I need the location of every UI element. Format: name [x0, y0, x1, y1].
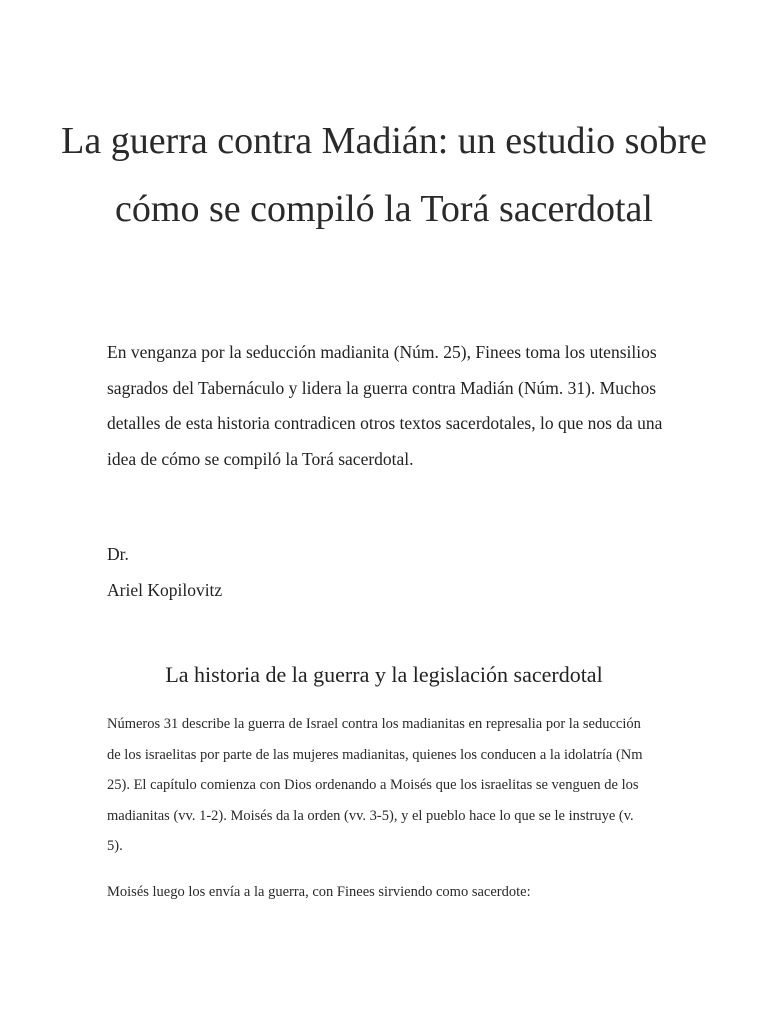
document-title: La guerra contra Madián: un estudio sobre cómo se compiló la Torá sacerdotal — [61, 120, 707, 230]
body-paragraph-1: Números 31 describe la guerra de Israel contra los madianitas en represalia por la seducción de los israelitas por parte de las mujeres madianitas, quienes los conducen a la idolatría (Nm 25). El capítulo comienza con Dios ordenando a Moisés que los israelitas se venguen de los madianitas (vv. 1-2). Moisés da la orden (vv. 3-5), y el pueblo hace lo que se le instruye (v. 5). — [107, 716, 643, 855]
abstract-paragraph: En venganza por la seducción madianita (Núm. 25), Finees toma los utensilios sagrados del Tabernáculo y lidera la guerra contra Madián (Núm. 31). Muchos detalles de esta historia contradicen otros textos sacerdotales, lo que nos da una idea de cómo se compiló la Torá sacerdotal. — [107, 342, 663, 469]
author-name: Ariel Kopilovitz — [107, 579, 223, 600]
author-block — [107, 537, 222, 608]
section-heading: La historia de la guerra y la legislación sacerdotal — [165, 662, 603, 687]
body-paragraph-2: Moisés luego los envía a la guerra, con Finees sirviendo como sacerdote: — [107, 884, 531, 900]
author-honorific: Dr. — [107, 544, 129, 564]
